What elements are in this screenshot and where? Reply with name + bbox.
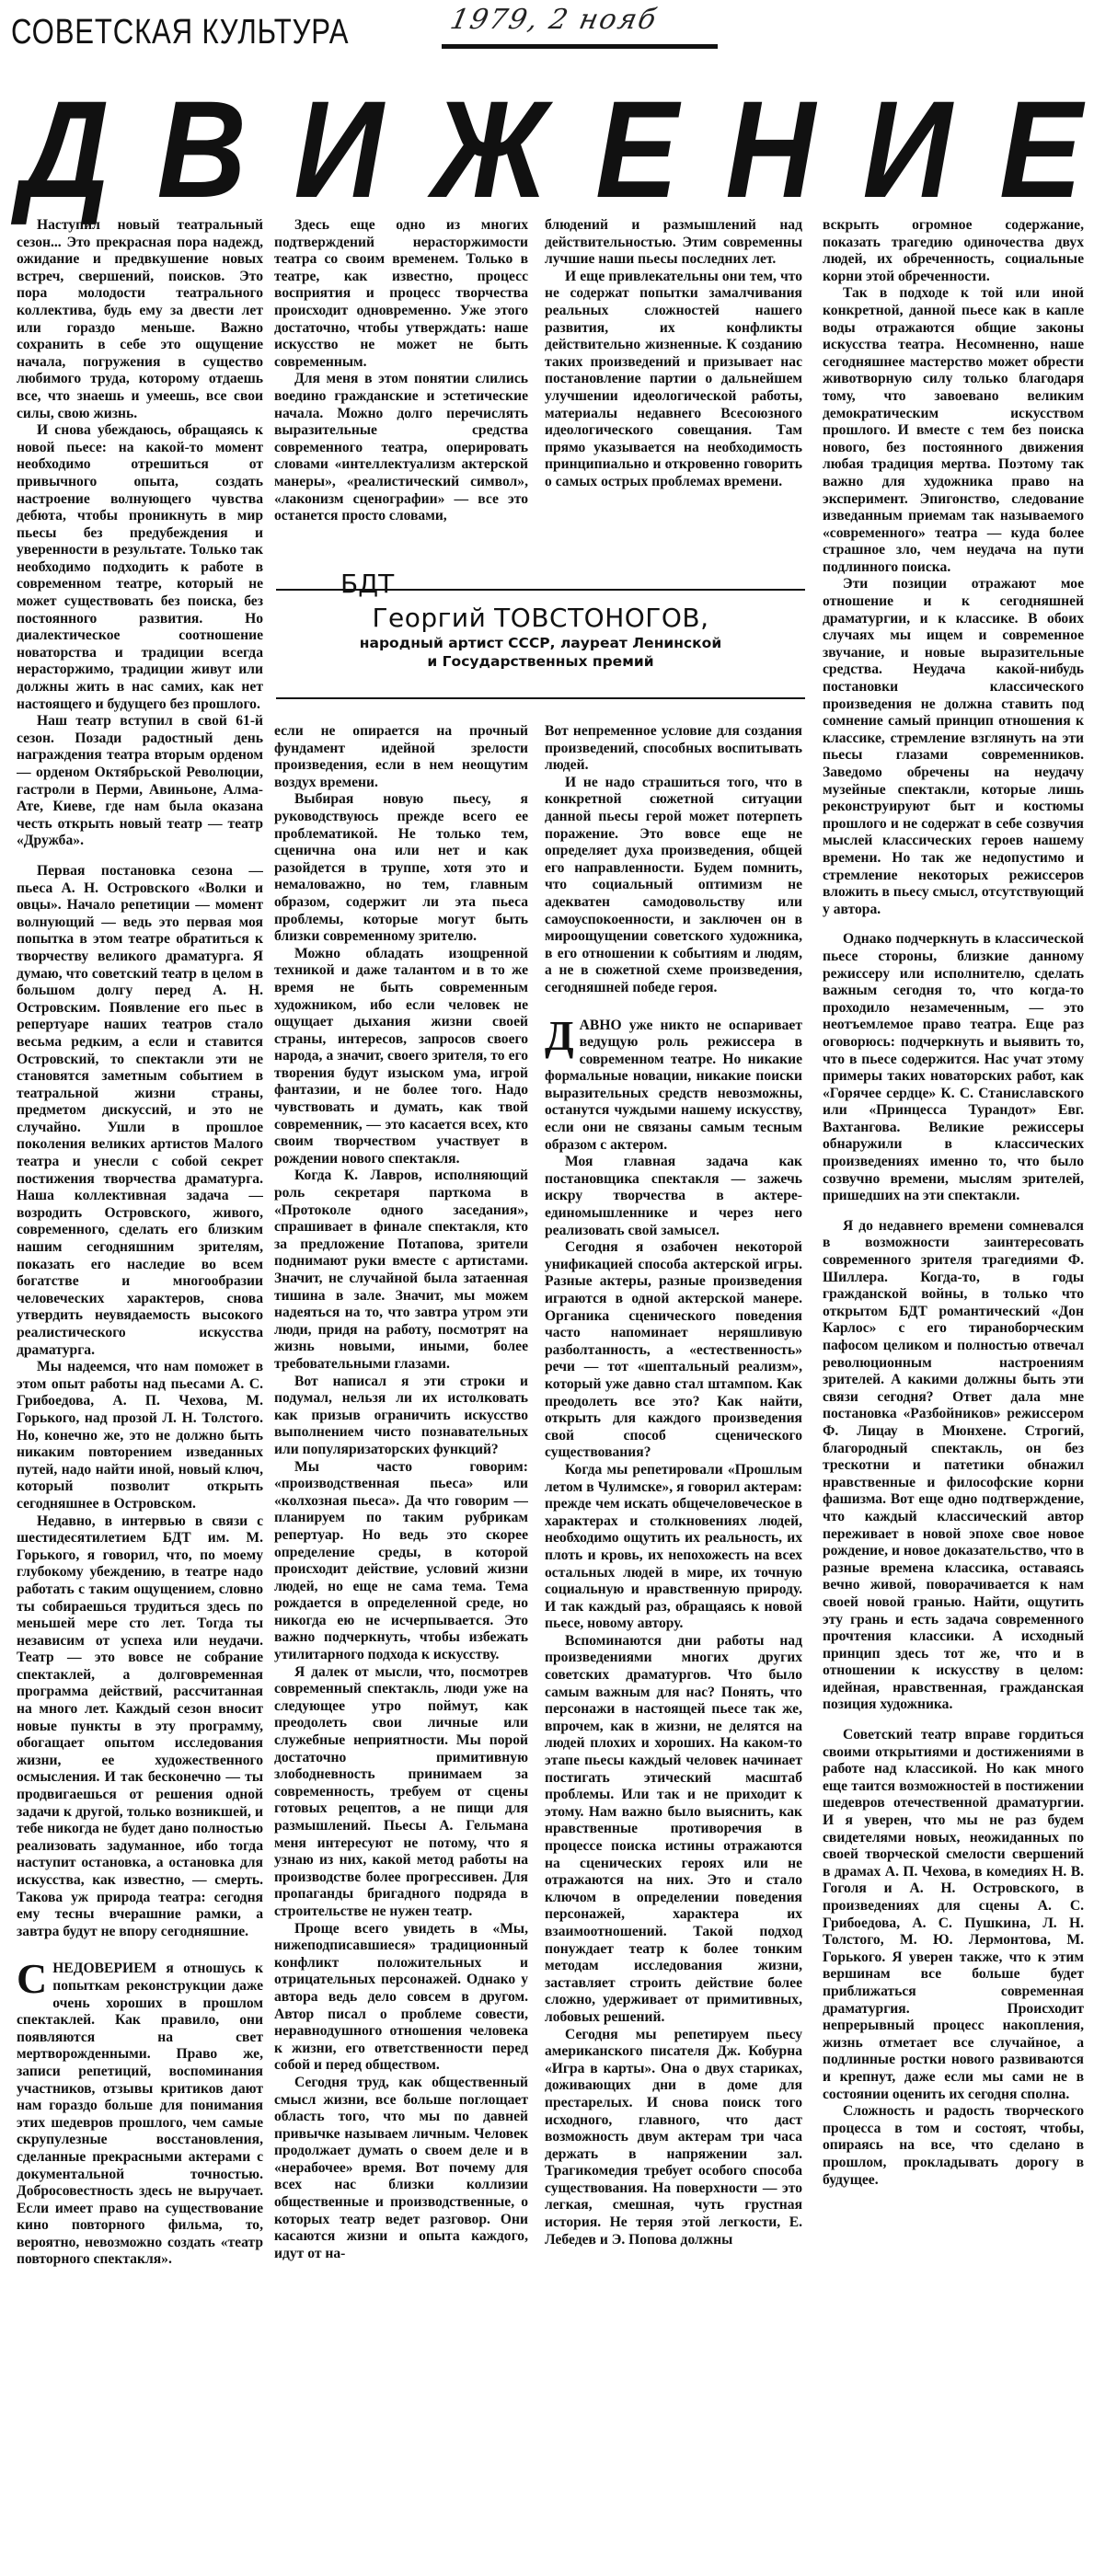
paragraph: Моя главная задача как постановщика спектакля — зажечь искру творчества в актере-единомышленнике и через него реализовать свой замысел. [545, 1154, 802, 1238]
paragraph: Сегодня мы репетируем пьесу американского писателя Дж. Кобурна «Игра в карты». Она о двух стариках, доживающих дни в доме для престарелых. И снова поиск того исходного, главного, что даст возможность двум актерам три часа держать в напряжении зал. Трагикомедия требует особого способа существования. На поверхности — это легкая, смешная, чуть грустная история. Не теряя этой легкости, Е. Лебедев и Э. Попова должны [545, 2026, 802, 2248]
paragraph: Я далек от мысли, что, посмотрев современный спектакль, люди уже на следующее утро поймут, как преодолеть свои личные или служебные неприятности. Мы порой достаточно примитивную злободневность принимаем за современность, требуем от сцены готовых рецептов, а не пищи для размышлений. Пьесы А. Гельмана меня интересуют не потому, что я узнаю из них, какой метод работы на производстве более прогрессивен. Для пропаганды бригадного подряда в строительстве не нужен театр. [274, 1663, 528, 1919]
paragraph: Советский театр вправе гордиться своими открытиями и достижениями в работе над классикой. Но как много еще таится возможностей в постижении шедевров отечественной драматургии. И я уверен, что мы не раз будем свидетелями новых, неожиданных по своей творческой смелости свершений в драмах А. П. Чехова, в комедиях Н. В. Гоголя и А. Н. Островского, в произведениях для сцены А. С. Грибоедова, А. С. Пушкина, Л. Н. Толстого, М. Ю. Лермонтова, М. Горького. Я уверен также, что к этим вершинам все больше будет приближаться современная драматургия. Происходит непрерывный процесс накопления, жизнь отметает все случайное, а подлинные ростки нового развиваются и крепнут, даже если мы сами не в состоянии оценить их сегодня сполна. [823, 1727, 1084, 2102]
author-byline [276, 603, 805, 671]
paragraph: Для меня в этом понятии слились воедино гражданские и эстетические начала. Можно долго перечислять выразительные средства современного театра, оперировать словами «интеллектуализм актерской манеры», «реалистический символ», «лаконизм сценографии» — все это останется просто словами, [274, 371, 528, 524]
masthead-rule [442, 44, 718, 49]
handwritten-date: 1979, 2 нояб [447, 4, 661, 36]
paragraph: Эти позиции отражают мое отношение и к сегодняшней драматургии, и к классике. В обоих случаях мы ищем и современное звучание, и новые выразительные средства. Неудача какой-нибудь постановки классического произведения не должна ставить под сомнение самый принцип отношения к классике, стремление взглянуть на эти пьесы глазами современников. Заведомо обречены на неудачу музейные спектакли, которые лишь реконструируют быт и костюмы прошлого и не содержат в себе созвучия мыслей классических героев нашему времени. Но так же недопустимо и стремление некоторых режиссеров вложить в пьесу смысл, отсутствующий у автора. [823, 576, 1084, 917]
paragraph: Проще всего увидеть в «Мы, нижеподписавшиеся» традиционный конфликт положительных и отрицательных персонажей. Однако у автора ведь дело совсем в другом. Автор писал о проблеме совести, неравнодушного отношения человека к жизни, его ответственности перед собой и перед обществом. [274, 1920, 528, 2074]
author-first-name: Георгий [372, 603, 487, 633]
drop-cap-paragraph [545, 1011, 802, 1155]
column-3-top [545, 217, 802, 572]
byline-bottom-rule [276, 697, 805, 699]
paragraph: Вспоминаются дни работы над произведениями многих других советских драматургов. Что было самым важным для нас? Понять, что персонажи в настоящей пьесе так же, впрочем, как в жизни, не делятся на людей плохих и хороших. На каком-то этапе пьесы каждый человек начинает постигать этический масштаб проблемы. Или так и не приходит к этому. Нам важно было выяснить, как нравственные противоречия в процессе поиска истины отражаются на сценических героях или не отражаются на них. Это и стало ключом в определении поведения персонажей, характера их взаимоотношений. Такой подход понуждает театр к более тонким методам исследования жизни, заставляет строить действие более сложно, удерживает от примитивных, лобовых решений. [545, 1632, 802, 2025]
headline-letter: Е [595, 72, 679, 226]
paragraph: если не опирается на прочный фундамент идейной зрелости произведения, если в нем неощутим воздух времени. [274, 723, 528, 790]
paragraph: Вот непременное условие для создания произведений, способных воспитывать людей. [545, 723, 802, 774]
column-1 [17, 217, 263, 2572]
paragraph: И снова убеждаюсь, обращаясь к новой пьесе: на какой-то момент необходимо отрешиться от привычного опыта, создать настроение волнующего чувства дебюта, чтобы проникнуть в мир пьесы без предубеждения и уверенности в результате. Только так необходимо подходить к работе в современном театре, который не может существовать без поиска, без постоянного развития. Но диалектическое соотношение новаторства и традиции всегда нерасторжимо, традиции живут или должны жить в нас самих, как нет настоящего и будущего без прошлого. [17, 422, 263, 712]
paragraph-text: АВНО уже никто не оспаривает ведущую роль режиссера в современном театре. Но никакие формальные новации, никакие поиски выразительных средств невозможны, останутся чуждыми нашему искусству, если они не связаны самым тесным образом с актером. [545, 1017, 802, 1153]
headline-letter: И [294, 72, 384, 226]
paragraph: Сегодня я озабочен некоторой унификацией способа актерской игры. Разные актеры, разные произведения играются в одной актерской манере. Органика сценического поведения часто напоминает неряшливую разболтанность, а «естественность» речи — тот «шептальный реализм», который уже давно стал штампом. Как преодолеть все это? Как найти, открыть для каждого произведения свой способ сценического существования? [545, 1239, 802, 1461]
headline-letter: В [156, 72, 247, 226]
paragraph: Когда К. Лавров, исполняющий роль секретаря парткома в «Протоколе одного заседания», спрашивает в финале спектакля, кто за предложение Потапова, зрители поднимают руки вместе с артистами. Значит, не случайной была затаенная тишина в зале. Значит, мы можем надеяться на то, что завтра утром эти люди, придя на работу, посмотрят на жизнь новыми, иными, более требовательными глазами. [274, 1167, 528, 1372]
paragraph: Мы часто говорим: «производственная пьеса» или «колхозная пьеса». Да что говорим — планируем по таким рубрикам репертуар. Но ведь это скорее определение среды, в которой происходит действие, условий жизни людей, но еще не сама тема. Тема рождается в определенной среде, но никогда ею не исчерпывается. Это важно подчеркнуть, чтобы избежать утилитарного подхода к искусству. [274, 1458, 528, 1663]
headline-letter: И [862, 72, 952, 226]
paragraph: вскрыть огромное содержание, показать трагедию одиночества двух людей, их обреченность, социальные корни этой обреченности. [823, 217, 1084, 284]
paragraph: И не надо страшиться того, что в конкретной сюжетной ситуации данной пьесы герой может потерпеть поражение. Это вовсе еще не определяет духа произведения, общей его направленности. Будем помнить, что социальный оптимизм не адекватен самодовольству или самоуспокоенности, и заключен он в мироощущении советского художника, в его отношении к событиям и людям, а не в сюжетной схеме произведения, сегодняшней победе героя. [545, 774, 802, 995]
paragraph: Здесь еще одно из многих подтверждений нерасторжимости театра со своим временем. Только в театре, как известно, процесс восприятия и процесс творчества происходит одновременно. Уже этого достаточно, чтобы утверждать: наше искусство не может не быть современным. [274, 217, 528, 370]
paragraph: Первая постановка сезона — пьеса А. Н. Островского «Волки и овцы». Начало репетиции — момент волнующий — ведь это первая моя попытка в этом театре обратиться к творчеству великого драматурга. Я думаю, что советский театр в целом в большом долгу перед А. Н. Островским. Появление его пьес в репертуаре наших театров стало весьма редким, а если и ставится Островский, то спектакли эти не становятся заметным событием в театральной жизни страны, предметом дискуссий, и это не случайно. Ушли в прошлое поколения великих артистов Малого театра и унесли с собой секрет постижения творчества драматурга. Наша коллективная задача — возродить Островского, живого, современного, сделать его близким нашим сегодняшним зрителям, показать его наследие во всем богатстве и многообразии человеческих характеров, снова утвердить неувядаемость высокого реалистического искусства драматурга. [17, 862, 263, 1358]
paragraph: блюдений и размышлений над действительностью. Этим современны лучшие наши пьесы последних лет. [545, 217, 802, 268]
paragraph: Однако подчеркнуть в классической пьесе стороны, близкие данному режиссеру или исполнителю, сделать важным сегодня то, что когда-то проходило незамеченным, — это неотъемлемое право театра. Еще раз оговорюсь: подчеркнуть и выявить то, что в пьесе содержится. Нас учат этому примеры таких новаторских работ, как «Горячее сердце» К. С. Станиславского или «Принцесса Турандот» Евг. Вахтангова. Великие режиссеры обнаружили в классических произведениях именно то, что было созвучно времени, мыслям зрителей, пришедших на эти спектакли. [823, 931, 1084, 1204]
author-last-name: ТОВСТОНОГОВ, [494, 603, 709, 633]
drop-cap-paragraph [17, 1955, 263, 2269]
author-title: и Государственных премий [427, 653, 654, 670]
column-2-top [274, 217, 528, 572]
paragraph: Вот написал я эти строки и подумал, нельзя ли их истолковать как призыв ограничить искусство выполнением чисто познавательных или популяризаторских функций? [274, 1373, 528, 1457]
paragraph: И еще привлекательны они тем, что не содержат попытки замалчивания реальных сложностей нашего развития, их конфликты действительно жизненные. К созданию таких произведений и призывает нас постановление партии о дальнейшем улучшении идеологической работы, материалы недавнего Всесоюзного идеологического совещания. Там прямо указывается на необходимость принципиально и откровенно говорить о самых острых проблемах времени. [545, 268, 802, 489]
headline-letter: Д [19, 72, 109, 226]
column-2-bottom [274, 723, 528, 2574]
column-4 [823, 217, 1084, 2572]
headline-letter: Е [998, 72, 1082, 226]
column-3-bottom [545, 723, 802, 2574]
paragraph-text: НЕДОВЕРИЕМ я отношусь к попыткам реконструкции даже очень хороших в прошлом спектаклей. Как правило, они появляются на свет мертворожденными. Право же, записи репетиций, воспоминания участников, отзывы критиков дают нам гораздо больше для понимания этих шедевров прошлого, чем самые скрупулезные восстановления, сделанные прекрасными актерами с документальной точностью. Добросовестность здесь не выручает. Если имеет право на существование кино повторного фильма, то, вероятно, невозможно создать «театр повторного спектакля». [17, 1961, 263, 2268]
paragraph: Когда мы репетировали «Прошлым летом в Чулимске», я говорил актерам: прежде чем искать общечеловеческое в характерах и столкновениях людей, необходимо ощутить их реальность, их плоть и кровь, их непохожесть на всех остальных людей в мире, их точную социальную и нравственную природу. И так каждый раз, обращаясь к новой пьесе, новому автору. [545, 1461, 802, 1632]
newspaper-masthead: СОВЕТСКАЯ КУЛЬТУРА [11, 13, 350, 52]
paragraph: Наступил новый театральный сезон... Это прекрасная пора надежд, ожидание и предвкушение новых встреч, свершений, поисков. Это пора молодости театрального коллектива, будь ему за двести лет или гораздо меньше. Важно сохранить в себе это ощущение начала, погружения в существо любимого труда, которому отдаешь все, что знаешь и умеешь, все свои силы, свою жизнь. [17, 217, 263, 421]
article-headline [15, 72, 1087, 226]
headline-letter: Н [725, 72, 816, 226]
handwritten-mark: БДТ [340, 569, 395, 599]
paragraph: Я до недавнего времени сомневался в возможности заинтересовать современного зрителя трагедиями Ф. Шиллера. Когда-то, в годы гражданской войны, в только что открытом БДТ романтический «Дон Карлос» с его тираноборческим пафосом целиком и полностью отвечал революционным настроениям зрителей. А какими должны быть эти связи сегодня? Ответ дала мне постановка «Разбойников» режиссером Ф. Лицау в Мюнхене. Строгий, благородный спектакль, он без трескотни и патетики обнажил нравственные и философские корни фашизма. Вот еще одно подтверждение, что каждый классический автор переживает в новой эпохе свое новое рождение, и новое доказательство, что в разные времена классика, оставаясь вечно живой, поворачивается к нам своей новой гранью. Найти, ощутить эту грань и есть задача современного прочтения классики. А исходный принцип здесь тот же, что и в отношении к искусству в целом: идейная, нравственная, гражданская позиция художника. [823, 1217, 1084, 1713]
paragraph: Недавно, в интервью в связи с шестидесятилетием БДТ им. М. Горького, я говорил, что, по моему глубокому убеждению, в театре надо работать с таким ощущением, словно ты собираешься трудиться здесь по меньшей мере сто лет. Тогда ты независим от успеха или неудачи. Театр — это вовсе не собрание спектаклей, а долговременная программа действий, рассчитанная на много лет. Каждый сезон вносит новые пункты в эту программу, обогащает опытом исследования жизни, ее художественного осмысления. И так бесконечно — ты продвигаешься от решения одной задачи к другой, только возникшей, и тебе никогда не будет дано полностью реализовать задуманное, ибо тогда наступит остановка, а остановка для искусства, как известно, — смерть. Такова уж природа театра: сегодня ему тесны вчерашние рамки, а завтра будут не впору сегодняшние. [17, 1512, 263, 1939]
headline-letter: Ж [432, 72, 547, 226]
drop-cap: С [17, 1955, 48, 2003]
paragraph: Можно обладать изощренной техникой и даже талантом и в то же время не быть современным художником, ибо если человек не ощущает дыхания жизни своей страны, интересов, запросов своего народа, а значит, своего зрителя, то его творения будут изыском ума, игрой фантазии, и не более того. Надо чувствовать и думать, как твой современник, — это касается всех, кто своим творчеством участвует в рождении нового спектакля. [274, 945, 528, 1167]
paragraph: Сложность и радость творческого процесса в том и состоят, чтобы, опираясь на все, что сделано в прошлом, прокладывать дорогу в будущее. [823, 2103, 1084, 2188]
paragraph: Выбирая новую пьесу, я руководствуюсь прежде всего ее проблематикой. Не только тем, сценична она или нет и как разойдется в труппе, хотя это и немаловажно, но тем, главным образом, содержит ли эта пьеса проблемы, которые могут быть близки современному зрителю. [274, 791, 528, 945]
paragraph: Сегодня труд, как общественный смысл жизни, все больше поглощает область того, что мы по давней привычке называем личным. Человек продолжает думать о своем деле и в «нерабочее» время. Вот почему для всех нас близки коллизии общественные и производственные, о которых театр ведет разговор. Они касаются жизни и опыта каждого, идут от на- [274, 2074, 528, 2261]
paragraph: Так в подходе к той или иной конкретной, данной пьесе как в капле воды отражаются общие законы искусства театра. Несомненно, наше сегодняшнее мастерство может обрести животворную силу только благодаря тому, что завоевано великим демократическим искусством прошлого. И вместе с тем без поиска нового, без постоянного движения любая традиция мертва. Поэтому так важно для художника право на эксперимент. Эпигонство, следование изведанным приемам так называемого «современного» театра — куда более страшное зло, чем неудача на пути подлинного поиска. [823, 285, 1084, 575]
paragraph: Наш театр вступил в свой 61-й сезон. Позади радостный день награждения театра вторым орденом — орденом Октябрьской Революции, гастроли в Перми, Авиньоне, Алма-Ате, Киеве, где нам была оказана честь открыть новый театр — театр «Дружба». [17, 713, 263, 849]
paragraph: Мы надеемся, что нам поможет в этом опыт работы над пьесами А. С. Грибоедова, А. П. Чехова, М. Горького, над прозой Л. Н. Толстого. Но, конечно же, это не должно быть никаким повторением изведанных путей, надо найти иной, новый ключ, который позволит открыть сегодняшнее в Островском. [17, 1359, 263, 1512]
author-title: народный артист СССР, лауреат Ленинской [359, 635, 722, 651]
drop-cap: Д [545, 1011, 574, 1059]
